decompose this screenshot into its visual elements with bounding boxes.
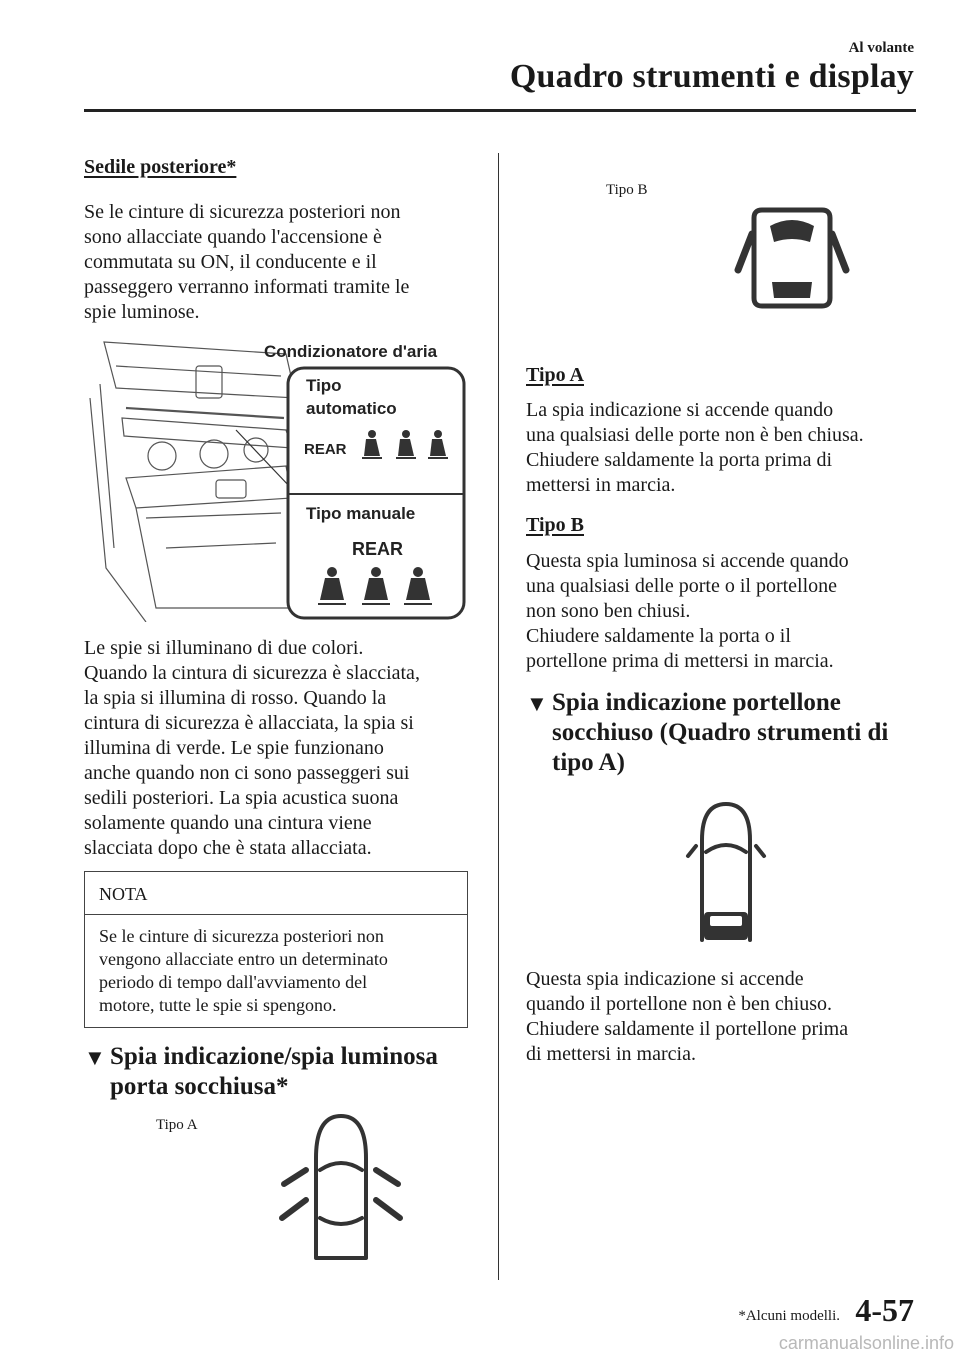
text-line: motore, tutte le spie si spengono. xyxy=(99,995,337,1015)
subheading-rear-seat: Sedile posteriore* xyxy=(84,156,237,178)
text-line: Questa spia indicazione si accende xyxy=(526,968,804,990)
text-line: Chiudere saldamente la porta o il xyxy=(526,625,791,647)
rear-seatbelt-icons-manual xyxy=(318,567,432,604)
text-line: cintura di sicurezza è allacciata, la spia si xyxy=(84,712,414,734)
text-line: spie luminose. xyxy=(84,301,200,323)
header-rule xyxy=(84,109,916,112)
heading-tailgate-ajar xyxy=(526,688,888,778)
section-label: Al volante xyxy=(848,40,914,56)
callout-air-conditioner: Condizionatore d'aria xyxy=(264,342,438,361)
footnote: *Alcuni modelli. xyxy=(738,1308,840,1324)
note-title: NOTA xyxy=(85,872,467,915)
text-line: Questa spia luminosa si accende quando xyxy=(526,550,849,572)
text-line: mettersi in marcia. xyxy=(526,474,676,496)
tailgate-paragraph xyxy=(526,967,848,1067)
dashboard-drawing xyxy=(86,338,468,622)
text-line: periodo di tempo dall'avviamento del xyxy=(99,972,368,992)
tipo-a-paragraph xyxy=(526,398,864,498)
heading-door-ajar xyxy=(84,1042,438,1102)
text-line: passeggero verranno informati tramite le xyxy=(84,276,410,298)
text-line: una qualsiasi delle porte non è ben chiusa. xyxy=(526,424,864,446)
text-line: Se le cinture di sicurezza posteriori non xyxy=(84,201,401,223)
text-line: Le spie si illuminano di due colori. xyxy=(84,637,364,659)
text-line: sedili posteriori. La spia acustica suona xyxy=(84,787,399,809)
door-ajar-tipo-b-icon xyxy=(734,204,850,312)
text-line: anche quando non ci sono passeggeri sui xyxy=(84,762,410,784)
label-tipo-automatico-1: Tipo xyxy=(306,376,342,395)
page-number: 4-57 xyxy=(855,1292,914,1328)
chapter-title: Quadro strumenti e display xyxy=(509,58,914,95)
text-line: la spia si illumina di rosso. Quando la xyxy=(84,687,387,709)
label-tipo-manuale: Tipo manuale xyxy=(306,504,416,523)
heading-line: porta socchiusa* xyxy=(110,1073,289,1100)
door-ajar-tipo-a-icon xyxy=(276,1108,406,1268)
text-line: non sono ben chiusi. xyxy=(526,600,691,622)
text-line: commutata su ON, il conducente e il xyxy=(84,251,377,273)
label-tipo-automatico-2: automatico xyxy=(306,399,397,418)
heading-line: Spia indicazione/spia luminosa xyxy=(110,1043,438,1070)
text-line: vengono allacciate entro un determinato xyxy=(99,949,388,969)
triangle-down-icon: ▼ xyxy=(84,1045,106,1070)
heading-line: tipo A) xyxy=(552,749,625,776)
text-line: Chiudere saldamente il portellone prima xyxy=(526,1018,849,1040)
text-line: illumina di verde. Le spie funzionano xyxy=(84,737,384,759)
text-line: quando il portellone non è ben chiuso. xyxy=(526,993,833,1015)
text-line: di mettersi in marcia. xyxy=(526,1043,696,1065)
text-line: sono allacciate quando l'accensione è xyxy=(84,226,382,248)
text-line: Se le cinture di sicurezza posteriori non xyxy=(99,926,384,946)
tipo-b-paragraph xyxy=(526,549,849,674)
colors-paragraph xyxy=(84,636,420,861)
note-body xyxy=(85,915,467,1027)
label-rear-manual: REAR xyxy=(352,539,404,559)
subheading-tipo-b: Tipo B xyxy=(526,514,584,536)
caption-tipo-a: Tipo A xyxy=(156,1117,198,1133)
text-line: una qualsiasi delle porte o il portellone xyxy=(526,575,838,597)
heading-line: Spia indicazione portellone xyxy=(552,689,841,716)
heading-line: socchiuso (Quadro strumenti di xyxy=(552,719,889,746)
text-line: portellone prima di mettersi in marcia. xyxy=(526,650,834,672)
text-line: Chiudere saldamente la porta prima di xyxy=(526,449,833,471)
triangle-down-icon: ▼ xyxy=(526,691,548,716)
subheading-tipo-a: Tipo A xyxy=(526,364,584,386)
rear-seatbelt-icons-auto xyxy=(362,430,448,458)
label-rear-auto: REAR xyxy=(304,441,347,458)
note-box xyxy=(84,871,468,1028)
column-divider xyxy=(498,153,499,1280)
text-line: solamente quando una cintura viene xyxy=(84,812,372,834)
intro-paragraph xyxy=(84,200,409,325)
text-line: Quando la cintura di sicurezza è slacciata, xyxy=(84,662,420,684)
tailgate-ajar-icon xyxy=(684,800,768,948)
caption-tipo-b: Tipo B xyxy=(606,182,648,198)
text-line: La spia indicazione si accende quando xyxy=(526,399,834,421)
watermark: carmanualsonline.info xyxy=(778,1333,954,1353)
seatbelt-indicator-illustration xyxy=(86,338,468,622)
text-line: slacciata dopo che è stata allacciata. xyxy=(84,837,372,859)
